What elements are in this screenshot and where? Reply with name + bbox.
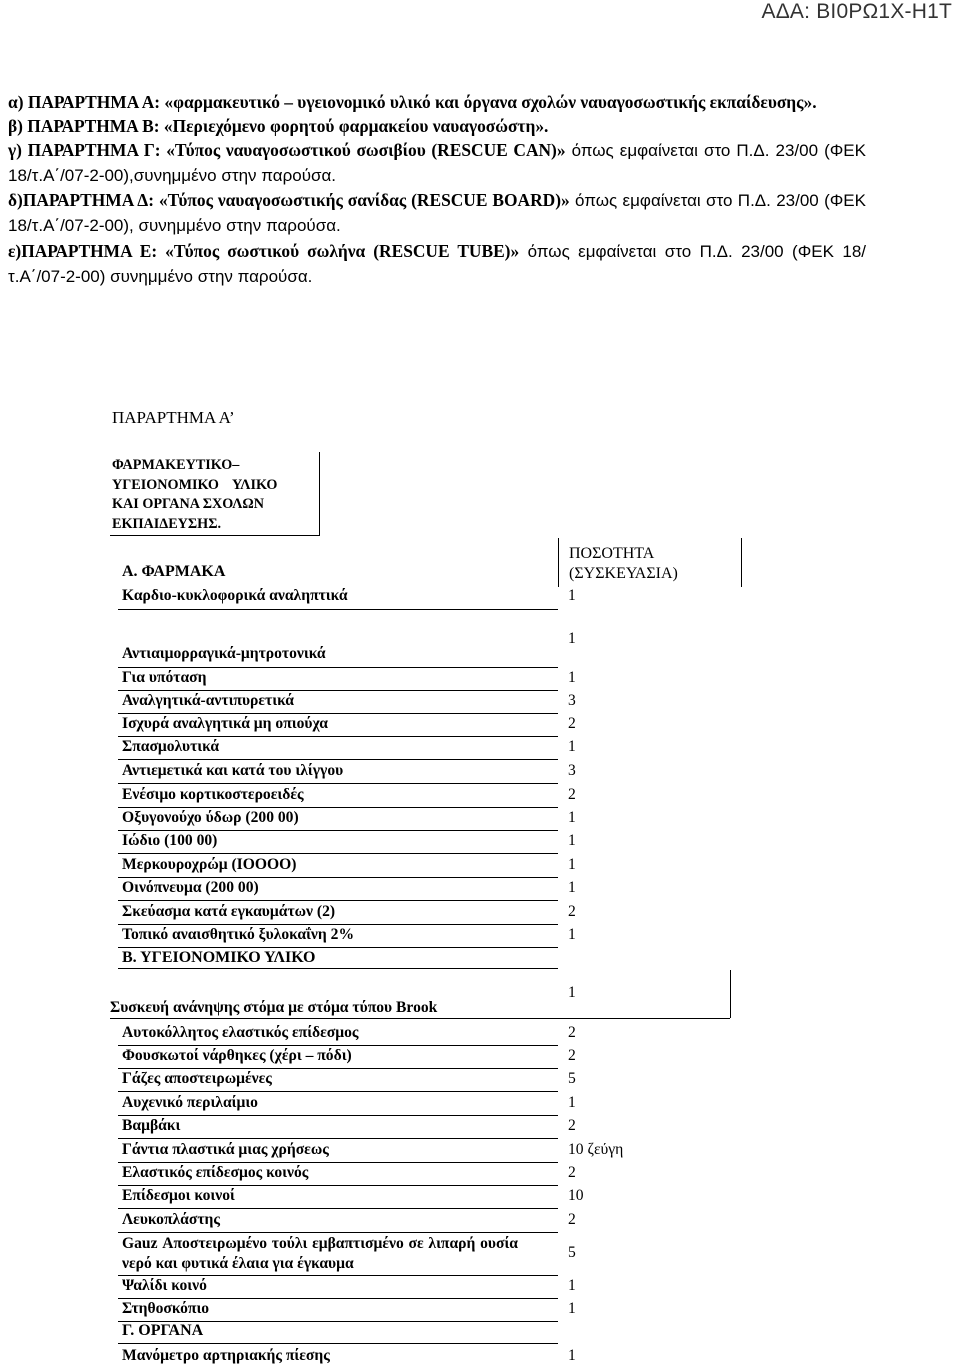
table-row-qty: 1 [568,630,576,647]
intro-item-e [8,239,866,289]
table-row-qty: 2 [568,1211,576,1228]
intro-item-d-text: όπως εμφαίνεται στο Π.Δ. 23/00 (ΦΕΚ 18/τ.Α΄/07-2-00), συνημμένο στην παρούσα. [8,191,866,236]
table-row-qty: 1 [568,738,576,755]
table-row-qty: 2 [568,1164,576,1181]
table-row-label: Βαμβάκι [122,1117,181,1134]
row-divider [118,1321,558,1322]
table-row-qty: 2 [568,715,576,732]
row-divider [118,1208,558,1209]
quantity-header-line: (ΣΥΣΚΕΥΑΣΙΑ) [569,564,678,582]
intro-item-e-title: ε)ΠΑΡΑΡΤΗΜΑ Ε: «Τύπος σωστικού σωλήνα (RESCUE TUBE)» [8,240,520,261]
row-divider [118,900,558,901]
table-row-label: Στηθοσκόπιο [122,1300,210,1317]
table-row-qty: 1 [568,1094,576,1111]
section-a-heading: Α. ΦΑΡΜΑΚΑ [122,563,226,580]
row-divider [118,924,558,925]
table-row-label: Σπασμολυτικά [122,738,220,755]
table-row-label: Gauz Αποστειρωμένο τούλι εμβαπτισμένο σε λιπαρή ουσία νερό και φυτικά έλαια για έγκαυμα [122,1235,518,1272]
table-row-label: Αυτοκόλλητος ελαστικός επίδεσμος [122,1024,359,1041]
table-row-label: Αντιεμετικά και κατά του ιλίγγου [122,762,344,779]
table-row-qty: 5 [568,1244,576,1261]
row-divider [118,1115,558,1116]
table-row-label: Μανόμετρο αρτηριακής πίεσης [122,1347,330,1364]
table-row-qty: 1 [568,984,576,1001]
row-divider [110,1018,730,1019]
row-divider [118,690,558,691]
row-divider [118,807,558,808]
section-c-heading: Γ. ΟΡΓΑΝΑ [122,1322,204,1339]
cell-border [730,970,731,1018]
section-b-heading: Β. ΥΓΕΙΟΝΟΜΙΚΟ ΥΛΙΚΟ [122,949,316,966]
table-row-qty: 1 [568,856,576,873]
table-row-label: Ελαστικός επίδεσμος κοινός [122,1164,309,1181]
table-row-label: Οινόπνευμα (200 00) [122,879,259,896]
table-row-label: Σκεύασμα κατά εγκαυμάτων (2) [122,903,336,920]
table-row-qty: 2 [568,903,576,920]
table-row-qty: 1 [568,587,576,604]
quantity-header [558,538,742,587]
table-row-qty: 3 [568,692,576,709]
row-divider [118,759,558,760]
row-divider [118,609,558,610]
table-row-qty: 2 [568,1024,576,1041]
table-row-qty: 10 ζεύγη [568,1141,624,1158]
table-row-label: Αντιαιμορραγικά-μητροτονικά [122,645,326,662]
row-divider [118,853,558,854]
row-divider [118,1275,558,1276]
intro-item-a: α) ΠΑΡΑΡΤΗΜΑ Α: «φαρμακευτικό – υγειονομικό υλικό και όργανα σχολών ναυαγοσωστικής εκπαίδευσης». [8,92,817,112]
table-row-label: Μερκουροχρώμ (ΙΟΟΟΟ) [122,856,297,873]
table-row-label: Ισχυρά αναλγητικά μη οπιούχα [122,715,328,732]
table-row-label: Τοπικό αναισθητικό ξυλοκαΐνη 2% [122,926,355,943]
table-row-qty: 2 [568,1047,576,1064]
intro-item-d [8,188,866,238]
table-row-qty: 1 [568,1347,576,1364]
row-divider [118,1162,558,1163]
table-row-qty: 5 [568,1070,576,1087]
table-row-label: Για υπόταση [122,669,207,686]
table-row-qty: 10 [568,1187,584,1204]
row-divider [118,877,558,878]
table-row-label: Καρδιο-κυκλοφορικά αναληπτικά [122,587,348,604]
table-row-qty: 3 [568,762,576,779]
table-row-label: Συσκευή ανάνηψης στόμα με στόμα τύπου Brook [110,999,438,1016]
quantity-header-line: ΠΟΣΟΤΗΤΑ [569,545,655,562]
row-divider [118,1185,558,1186]
table-row-label: Οξυγονούχο ύδωρ (200 00) [122,809,299,826]
table-row-label: Αυχενικό περιλαίμιο [122,1094,258,1111]
intro-item-c-text: όπως εμφαίνεται στο Π.Δ. 23/00 (ΦΕΚ 18/τ.Α΄/07-2-00),συνημμένο στην παρούσα. [8,141,866,186]
ada-code: ΑΔΑ: ΒΙ0ΡΩ1Χ-Η1Τ [761,0,952,23]
row-divider [118,1138,558,1139]
row-divider [118,736,558,737]
row-divider [118,1091,558,1092]
row-divider [118,1045,558,1046]
table-row-qty: 2 [568,786,576,803]
row-divider [118,1343,558,1344]
table-row-label: Γάζες αποστειρωμένες [122,1070,272,1087]
table-row-label: Ενέσιμο κορτικοστεροειδές [122,786,304,803]
box-line: ΥΓΕΙΟΝΟΜΙΚΟ ΥΛΙΚΟ [112,476,278,493]
intro-text [8,90,866,289]
intro-item-c [8,138,866,188]
intro-item-d-title: δ)ΠΑΡΑΡΤΗΜΑ Δ: «Τύπος ναυαγοσωστικής σανίδας (RESCUE BOARD)» [8,190,570,211]
box-line: ΚΑΙ ΟΡΓΑΝΑ ΣΧΟΛΩΝ [112,496,264,512]
table-row-qty: 1 [568,1277,576,1294]
row-divider [118,713,558,714]
box-line: ΕΚΠΑΙΔΕΥΣΗΣ. [112,515,222,532]
row-divider [118,947,558,948]
table-row-label: Ψαλίδι κοινό [122,1277,207,1294]
row-divider [118,1232,558,1233]
table-row-qty: 1 [568,1300,576,1317]
intro-item-c-title: γ) ΠΑΡΑΡΤΗΜΑ Γ: «Τύπος ναυαγοσωστικού σωσιβίου (RESCUE CAN)» [8,140,566,161]
table-row-qty: 2 [568,1117,576,1134]
intro-item-b: β) ΠΑΡΑΡΤΗΜΑ Β: «Περιεχόμενο φορητού φαρμακείου ναυαγοσώστη». [8,116,549,137]
table-row-qty: 1 [568,832,576,849]
annex-title: ΠΑΡΑΡΤΗΜΑ Α’ [112,408,235,427]
table-row-label: Λευκοπλάστης [122,1211,220,1228]
table-row-label: Γάντια πλαστικά μιας χρήσεως [122,1141,329,1158]
table-row-qty: 1 [568,926,576,943]
table-row-qty: 1 [568,669,576,686]
table-row-label: Επίδεσμοι κοινοί [122,1187,235,1204]
table-row-label: Φουσκωτοί νάρθηκες (χέρι – πόδι) [122,1047,352,1064]
table-row-label: Ιώδιο (100 00) [122,832,218,849]
table-row-label: Αναλγητικά-αντιπυρετικά [122,692,294,709]
row-divider [118,1068,558,1069]
row-divider [118,968,558,969]
row-divider [118,667,558,668]
box-line: ΦΑΡΜΑΚΕΥΤΙΚΟ– [112,457,240,473]
table-row-qty: 1 [568,809,576,826]
row-divider [118,830,558,831]
row-divider [118,1298,558,1299]
table-row-qty: 1 [568,879,576,896]
annex-header-box [110,452,320,536]
intro-item-e-text: όπως εμφαίνεται στο Π.Δ. 23/00 (ΦΕΚ 18/τ.Α΄/07-2-00) συνημμένο στην παρούσα. [8,241,867,286]
row-divider [118,783,558,784]
